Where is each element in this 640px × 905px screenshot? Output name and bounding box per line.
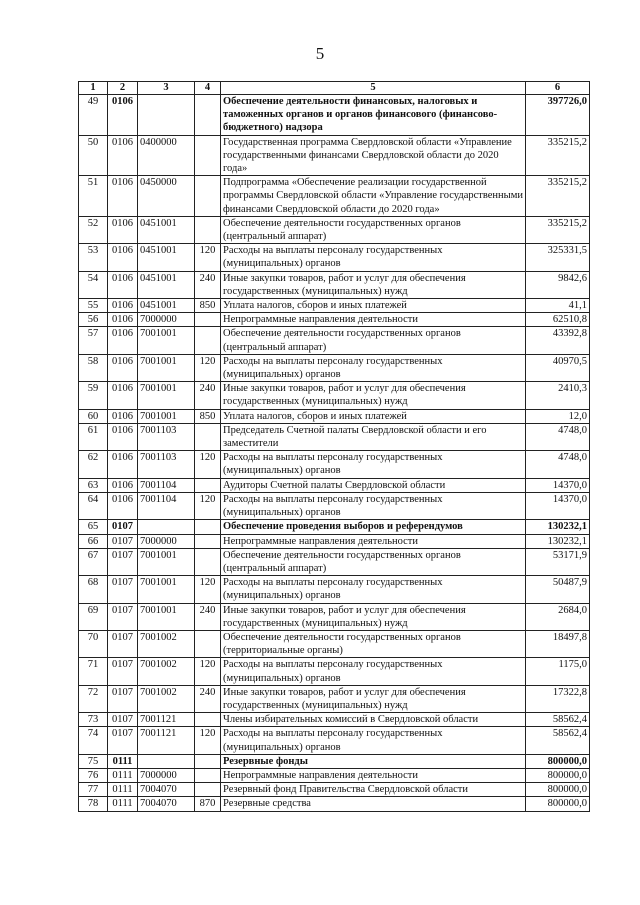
- expense-type: [195, 135, 221, 176]
- amount: 9842,6: [526, 271, 590, 298]
- row-number: 61: [79, 423, 108, 450]
- target-code: 7004070: [138, 797, 195, 811]
- row-number: 53: [79, 244, 108, 271]
- amount: 800000,0: [526, 783, 590, 797]
- expense-type: 240: [195, 685, 221, 712]
- section-code: 0111: [108, 754, 138, 768]
- row-number: 52: [79, 216, 108, 243]
- item-name: Расходы на выплаты персоналу государственных (муниципальных) органов: [221, 576, 526, 603]
- amount: 335215,2: [526, 135, 590, 176]
- section-code: 0107: [108, 576, 138, 603]
- row-number: 55: [79, 299, 108, 313]
- row-number: 76: [79, 768, 108, 782]
- amount: 43392,8: [526, 327, 590, 354]
- item-name: Иные закупки товаров, работ и услуг для обеспечения государственных (муниципальных) нужд: [221, 685, 526, 712]
- section-code: 0106: [108, 95, 138, 136]
- section-code: 0106: [108, 409, 138, 423]
- amount: 14370,0: [526, 478, 590, 492]
- table-row: [79, 754, 590, 768]
- column-header: 6: [526, 82, 590, 95]
- expense-type: [195, 313, 221, 327]
- section-code: 0106: [108, 478, 138, 492]
- row-number: 63: [79, 478, 108, 492]
- row-number: 74: [79, 727, 108, 754]
- target-code: [138, 95, 195, 136]
- section-code: 0106: [108, 354, 138, 381]
- table-row: [79, 409, 590, 423]
- row-number: 70: [79, 630, 108, 657]
- target-code: 7001001: [138, 548, 195, 575]
- section-code: 0107: [108, 727, 138, 754]
- row-number: 66: [79, 534, 108, 548]
- target-code: 0451001: [138, 271, 195, 298]
- item-name: Уплата налогов, сборов и иных платежей: [221, 299, 526, 313]
- table-row: [79, 630, 590, 657]
- table-row: [79, 299, 590, 313]
- table-row: [79, 576, 590, 603]
- column-header: 5: [221, 82, 526, 95]
- row-number: 67: [79, 548, 108, 575]
- expense-type: 120: [195, 354, 221, 381]
- item-name: Резервные средства: [221, 797, 526, 811]
- target-code: 0400000: [138, 135, 195, 176]
- item-name: Расходы на выплаты персоналу государственных (муниципальных) органов: [221, 244, 526, 271]
- row-number: 69: [79, 603, 108, 630]
- target-code: 0451001: [138, 216, 195, 243]
- item-name: Обеспечение деятельности государственных органов (центральный аппарат): [221, 327, 526, 354]
- section-code: 0107: [108, 630, 138, 657]
- expense-type: 120: [195, 244, 221, 271]
- amount: 2410,3: [526, 382, 590, 409]
- item-name: Непрограммные направления деятельности: [221, 768, 526, 782]
- amount: 335215,2: [526, 176, 590, 217]
- table-row: [79, 451, 590, 478]
- row-number: 50: [79, 135, 108, 176]
- row-number: 54: [79, 271, 108, 298]
- amount: 800000,0: [526, 797, 590, 811]
- target-code: 7001001: [138, 382, 195, 409]
- section-code: 0111: [108, 768, 138, 782]
- table-row: [79, 783, 590, 797]
- expense-type: [195, 176, 221, 217]
- expense-type: 240: [195, 382, 221, 409]
- target-code: 7000000: [138, 534, 195, 548]
- amount: 12,0: [526, 409, 590, 423]
- target-code: 7000000: [138, 768, 195, 782]
- table-row: [79, 797, 590, 811]
- item-name: Члены избирательных комиссий в Свердловской области: [221, 713, 526, 727]
- table-row: [79, 603, 590, 630]
- target-code: 7001104: [138, 478, 195, 492]
- amount: 53171,9: [526, 548, 590, 575]
- amount: 800000,0: [526, 768, 590, 782]
- amount: 18497,8: [526, 630, 590, 657]
- item-name: Обеспечение деятельности государственных органов (центральный аппарат): [221, 548, 526, 575]
- amount: 2684,0: [526, 603, 590, 630]
- table-row: [79, 548, 590, 575]
- amount: 62510,8: [526, 313, 590, 327]
- item-name: Обеспечение деятельности государственных органов (территориальные органы): [221, 630, 526, 657]
- table-row: [79, 271, 590, 298]
- expense-type: [195, 548, 221, 575]
- target-code: 7001002: [138, 685, 195, 712]
- table-row: [79, 534, 590, 548]
- table-row: [79, 244, 590, 271]
- table-row: [79, 492, 590, 519]
- table-row: [79, 176, 590, 217]
- target-code: 7001121: [138, 713, 195, 727]
- row-number: 59: [79, 382, 108, 409]
- row-number: 75: [79, 754, 108, 768]
- item-name: Обеспечение деятельности финансовых, налоговых и таможенных органов и органов финансового (финансово-бюджетного) надзора: [221, 95, 526, 136]
- amount: 4748,0: [526, 451, 590, 478]
- expense-type: [195, 754, 221, 768]
- item-name: Расходы на выплаты персоналу государственных (муниципальных) органов: [221, 354, 526, 381]
- row-number: 68: [79, 576, 108, 603]
- amount: 17322,8: [526, 685, 590, 712]
- table-row: [79, 713, 590, 727]
- expense-type: 240: [195, 271, 221, 298]
- section-code: 0106: [108, 451, 138, 478]
- table-row: [79, 95, 590, 136]
- item-name: Непрограммные направления деятельности: [221, 534, 526, 548]
- table-row: [79, 354, 590, 381]
- item-name: Расходы на выплаты персоналу государственных (муниципальных) органов: [221, 492, 526, 519]
- target-code: 7001002: [138, 658, 195, 685]
- row-number: 71: [79, 658, 108, 685]
- amount: 58562,4: [526, 727, 590, 754]
- target-code: 7001001: [138, 576, 195, 603]
- target-code: [138, 520, 195, 534]
- target-code: 7001001: [138, 327, 195, 354]
- table-row: [79, 478, 590, 492]
- section-code: 0106: [108, 216, 138, 243]
- table-body: [79, 95, 590, 812]
- section-code: 0106: [108, 313, 138, 327]
- target-code: 0450000: [138, 176, 195, 217]
- item-name: Государственная программа Свердловской области «Управление государственными финансами Свердловской области до 2020 года»: [221, 135, 526, 176]
- item-name: Председатель Счетной палаты Свердловской области и его заместители: [221, 423, 526, 450]
- section-code: 0107: [108, 685, 138, 712]
- section-code: 0107: [108, 658, 138, 685]
- row-number: 60: [79, 409, 108, 423]
- target-code: 7001103: [138, 423, 195, 450]
- target-code: 7001001: [138, 603, 195, 630]
- item-name: Подпрограмма «Обеспечение реализации государственной программы Свердловской области «Управление государственными финансами Свердловской области до 2020 года»: [221, 176, 526, 217]
- item-name: Иные закупки товаров, работ и услуг для обеспечения государственных (муниципальных) нужд: [221, 382, 526, 409]
- item-name: Иные закупки товаров, работ и услуг для обеспечения государственных (муниципальных) нужд: [221, 271, 526, 298]
- row-number: 78: [79, 797, 108, 811]
- table-row: [79, 658, 590, 685]
- expense-type: 240: [195, 603, 221, 630]
- amount: 41,1: [526, 299, 590, 313]
- expense-type: 120: [195, 727, 221, 754]
- amount: 4748,0: [526, 423, 590, 450]
- table-row: [79, 768, 590, 782]
- amount: 58562,4: [526, 713, 590, 727]
- row-number: 73: [79, 713, 108, 727]
- expense-type: [195, 327, 221, 354]
- expense-type: [195, 216, 221, 243]
- row-number: 65: [79, 520, 108, 534]
- expense-type: 120: [195, 658, 221, 685]
- item-name: Уплата налогов, сборов и иных платежей: [221, 409, 526, 423]
- row-number: 49: [79, 95, 108, 136]
- item-name: Обеспечение проведения выборов и референдумов: [221, 520, 526, 534]
- row-number: 51: [79, 176, 108, 217]
- table-row: [79, 520, 590, 534]
- row-number: 56: [79, 313, 108, 327]
- target-code: 7001121: [138, 727, 195, 754]
- amount: 325331,5: [526, 244, 590, 271]
- expense-type: [195, 95, 221, 136]
- page-number: 5: [315, 44, 325, 63]
- section-code: 0106: [108, 244, 138, 271]
- row-number: 64: [79, 492, 108, 519]
- target-code: 7001001: [138, 354, 195, 381]
- table-header-row: [79, 82, 590, 95]
- expense-type: [195, 534, 221, 548]
- section-code: 0106: [108, 135, 138, 176]
- row-number: 72: [79, 685, 108, 712]
- expense-type: 850: [195, 299, 221, 313]
- column-header: 4: [195, 82, 221, 95]
- section-code: 0106: [108, 176, 138, 217]
- table-row: [79, 135, 590, 176]
- amount: 1175,0: [526, 658, 590, 685]
- table-row: [79, 313, 590, 327]
- table-row: [79, 727, 590, 754]
- column-header: 3: [138, 82, 195, 95]
- item-name: Расходы на выплаты персоналу государственных (муниципальных) органов: [221, 727, 526, 754]
- column-header: 2: [108, 82, 138, 95]
- budget-table: [78, 81, 590, 812]
- section-code: 0106: [108, 299, 138, 313]
- expense-type: 120: [195, 492, 221, 519]
- section-code: 0106: [108, 423, 138, 450]
- amount: 40970,5: [526, 354, 590, 381]
- item-name: Непрограммные направления деятельности: [221, 313, 526, 327]
- target-code: 7000000: [138, 313, 195, 327]
- target-code: 7001104: [138, 492, 195, 519]
- section-code: 0106: [108, 492, 138, 519]
- section-code: 0107: [108, 603, 138, 630]
- amount: 397726,0: [526, 95, 590, 136]
- expense-type: [195, 713, 221, 727]
- target-code: 7001103: [138, 451, 195, 478]
- item-name: Расходы на выплаты персоналу государственных (муниципальных) органов: [221, 658, 526, 685]
- table-row: [79, 382, 590, 409]
- expense-type: [195, 520, 221, 534]
- target-code: 7001001: [138, 409, 195, 423]
- section-code: 0107: [108, 713, 138, 727]
- amount: 130232,1: [526, 520, 590, 534]
- section-code: 0106: [108, 382, 138, 409]
- amount: 14370,0: [526, 492, 590, 519]
- target-code: 7001002: [138, 630, 195, 657]
- target-code: 7004070: [138, 783, 195, 797]
- item-name: Обеспечение деятельности государственных органов (центральный аппарат): [221, 216, 526, 243]
- expense-type: [195, 783, 221, 797]
- amount: 130232,1: [526, 534, 590, 548]
- table-row: [79, 685, 590, 712]
- expense-type: [195, 478, 221, 492]
- expense-type: [195, 423, 221, 450]
- expense-type: 120: [195, 451, 221, 478]
- target-code: [138, 754, 195, 768]
- section-code: 0107: [108, 520, 138, 534]
- column-header: 1: [79, 82, 108, 95]
- row-number: 58: [79, 354, 108, 381]
- section-code: 0111: [108, 783, 138, 797]
- table-row: [79, 327, 590, 354]
- expense-type: 850: [195, 409, 221, 423]
- amount: 800000,0: [526, 754, 590, 768]
- item-name: Резервный фонд Правительства Свердловской области: [221, 783, 526, 797]
- section-code: 0107: [108, 534, 138, 548]
- target-code: 0451001: [138, 299, 195, 313]
- item-name: Аудиторы Счетной палаты Свердловской области: [221, 478, 526, 492]
- expense-type: [195, 768, 221, 782]
- item-name: Резервные фонды: [221, 754, 526, 768]
- section-code: 0106: [108, 271, 138, 298]
- table-row: [79, 423, 590, 450]
- item-name: Иные закупки товаров, работ и услуг для обеспечения государственных (муниципальных) нужд: [221, 603, 526, 630]
- section-code: 0107: [108, 548, 138, 575]
- section-code: 0106: [108, 327, 138, 354]
- row-number: 77: [79, 783, 108, 797]
- amount: 335215,2: [526, 216, 590, 243]
- row-number: 62: [79, 451, 108, 478]
- expense-type: 120: [195, 576, 221, 603]
- expense-type: [195, 630, 221, 657]
- item-name: Расходы на выплаты персоналу государственных (муниципальных) органов: [221, 451, 526, 478]
- expense-type: 870: [195, 797, 221, 811]
- table-row: [79, 216, 590, 243]
- target-code: 0451001: [138, 244, 195, 271]
- row-number: 57: [79, 327, 108, 354]
- section-code: 0111: [108, 797, 138, 811]
- amount: 50487,9: [526, 576, 590, 603]
